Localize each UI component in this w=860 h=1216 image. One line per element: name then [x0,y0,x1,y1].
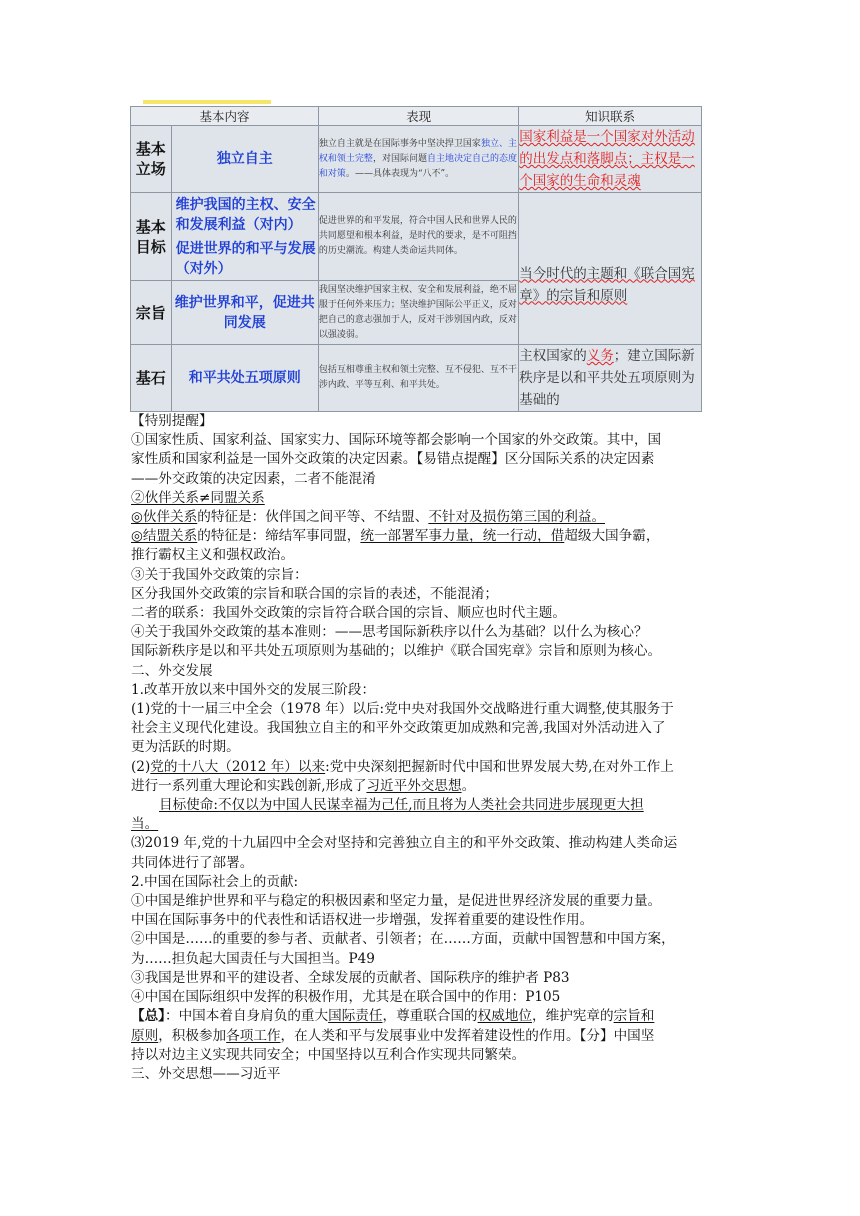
text-line: ④关于我国外交政策的基本准则：——思考国际新秩序以什么为基础？以什么为核心？ [131,624,648,641]
text-line [131,508,735,527]
text-line: 推行霸权主义和强权政治。 [131,547,295,564]
section-heading: 【特别提醒】 [131,413,213,429]
expression-lichang [318,126,518,193]
text-line: 2.中国在国际社会上的贡献: [131,873,299,890]
text-line: 持以对边主义实现共同安全；中国坚持以互利合作实现共同繁荣。 [131,1046,526,1063]
expr-text: 独立自主就是在国际事务中坚决捍卫国家 [318,138,481,149]
text-line: 中国在国际事务中的代表性和话语权进一步增强，发挥着重要的建设性作用。 [131,912,594,929]
text: ，积极参加 [158,1027,227,1044]
underlined-text: 原则 [131,1027,159,1044]
text-line: ①国家性质、国家利益、国家实力、国际环境等都会影响一个国家的外交政策。其中，国 [131,432,662,449]
underlined-text: 各项工作 [226,1027,281,1044]
underlined-text: 国际责任 [328,1008,383,1025]
text-line: 国际新秩序是以和平共处五项原则为基础的；以维护《联合国宪章》宗旨和原则为核心。 [131,643,662,660]
knowledge-zongzhi [519,193,702,345]
text-line: 二者的联系：我国外交政策的宗旨符合联合国的宗旨、顺应也时代主题。 [131,605,566,622]
knowledge-text: 主权国家的 [519,348,587,364]
expr-highlight: 自主地决定自己的态度和对策 [318,153,517,179]
knowledge-jishi [519,345,702,412]
underlined-text: 统一部署军事力量，统一行动，借 [360,528,565,545]
text-line [131,758,735,777]
text-line: ②伙伴关系≠同盟关系 [131,489,265,506]
row-label-lichang: 基本立场 [131,126,172,193]
table-row [131,193,702,281]
text: 超级大国争霸， [564,528,660,545]
knowledge-lichang [519,126,702,193]
text-line: ⑶2019 年,党的十九届四中全会对坚持和完善独立自主的和平外交政策、推动构建人类命运 [131,835,678,852]
knowledge-table [130,106,702,412]
knowledge-text: ；建立国际新秩序是以和平共处五项原则为基础的 [519,348,695,408]
underlined-text: 不针对及损伤第三国的利益。 [428,509,606,526]
text: :党中央深刻把握新时代中国和世界发展大势,在对外工作上 [325,758,674,775]
summary-tag: 【总】 [131,1008,165,1025]
text-line: 社会主义现代化建设。我国独立自主的和平外交政策更加成熟和完善,我国对外活动进入了 [131,720,666,737]
header-knowledge: 知识联系 [519,107,702,126]
term: ◎结盟关系 [131,528,198,545]
knowledge-text: 当今时代的主题和《联合国宪章》的宗旨和原则 [519,265,695,304]
notes-body [131,412,735,1084]
text: ，在人类和平与发展事业中发挥着建设性的作用。【分】中国坚 [280,1027,655,1044]
text-line: 共同体进行了部署。 [131,854,254,871]
expression-mubiao: 促进世界的和平发展，符合中国人民和世界人民的共同愿望和根本利益，是时代的要求，是不可阻挡的历史潮流。构建人类命运共同体。 [318,193,518,281]
text-line: ②中国是……的重要的参与者、贡献者、引领者；在……方面，贡献中国智慧和中国方案， [131,931,675,948]
text-line [131,777,735,796]
underlined-text: 党的十八大（2012 年）以来 [150,758,326,775]
expression-zongzhi: 我国坚决维护国家主权、安全和发展利益，绝不屈服于任何外来压力；坚决维护国际公平正义，反对把自己的意志强加于人，反对干涉别国内政，反对以强凌弱。 [318,281,518,345]
core-jishi: 和平共处五项原则 [171,345,318,412]
text: 的特征是：伙伴国之间平等、不结盟、 [197,509,429,526]
text-line: 家性质和国家利益是一国外交政策的决定因素。【易错点提醒】区分国际关系的决定因素 [131,451,655,468]
expression-jishi: 包括互相尊重主权和领土完整、互不侵犯、互不干涉内政、平等互利、和平共处。 [318,345,518,412]
text-line: 区分我国外交政策的宗旨和联合国的宗旨的表述，不能混淆； [131,585,499,602]
section-heading: 二、外交发展 [131,662,213,679]
section-heading: 三、外交思想——习近平 [131,1065,281,1082]
underlined-text: 权威地位 [477,1008,533,1025]
text: 进行一系列重大理论和实践创新,形成了 [131,777,367,794]
text: 。 [461,777,476,794]
text: ，尊重联合国的 [382,1008,478,1025]
text-line: 当。 [131,816,159,833]
text: (2) [131,758,151,775]
text-line [131,527,735,546]
core-item-domestic: 维护我国的主权、安全和发展利益（对内） [175,196,316,233]
text-line: (1)党的十一届三中全会（1978 年）以后:党中央对我国外交战略进行重大调整,使其服务于 [131,701,674,718]
text-line: ——外交政策的决定因素，二者不能混淆 [131,470,376,487]
text-line: 为……担负起大国责任与大国担当。P49 [131,950,375,967]
underlined-text: 宗旨和 [613,1008,655,1025]
row-label-mubiao: 基本目标 [131,193,172,281]
core-zongzhi: 维护世界和平，促进共同发展 [171,281,318,345]
row-label-jishi: 基石 [131,345,172,412]
header-expression: 表现 [318,107,518,126]
text: ，维护宪章的 [532,1008,614,1025]
text-line: 更为活跃的时期。 [131,739,240,756]
row-label-zongzhi: 宗旨 [131,281,172,345]
text-line: 目标使命:不仅以为中国人民谋幸福为己任,而且将为人类社会共同进步展现更大担 [159,797,644,814]
knowledge-keyword: 义务 [586,348,614,364]
term: ◎伙伴关系 [131,509,198,526]
table-row [131,126,702,193]
core-lichang: 独立自主 [171,126,318,193]
knowledge-text: 国家利益是一个国家对外活动的出发点和落脚点；主权是一个国家的生命和灵魂 [519,129,695,189]
text-line [131,1007,735,1026]
underlined-text: 习近平外交思想 [366,777,462,794]
expr-text: ，对国际问题 [372,153,427,164]
text-line: ①中国是维护世界和平与稳定的积极因素和坚定力量，是促进世界经济发展的重要力量。 [131,893,662,910]
text-line: ③我国是世界和平的建设者、全球发展的贡献者、国际秩序的维护者 P83 [131,969,570,986]
text: ：中国本着自身肩负的重大 [164,1008,329,1025]
core-item-foreign: 促进世界的和平与发展 （对外） [175,240,316,277]
text: 的特征是：缔结军事同盟， [197,528,361,545]
text-line: 1.改革开放以来中国外交的发展三阶段： [131,681,376,698]
header-content: 基本内容 [131,107,319,126]
text-line: ④中国在国际组织中发挥的积极作用，尤其是在联合国中的作用：P105 [131,989,561,1006]
table-row [131,345,702,412]
text-line: ③关于我国外交政策的宗旨： [131,566,308,583]
table-header-row [131,107,702,126]
text-line [131,1027,735,1046]
highlight-strip [143,100,271,104]
expr-highlight: 独立、主权和领土完整 [318,138,517,164]
expr-text: 。——具体表现为“八不”。 [345,168,455,179]
core-mubiao [171,193,318,281]
